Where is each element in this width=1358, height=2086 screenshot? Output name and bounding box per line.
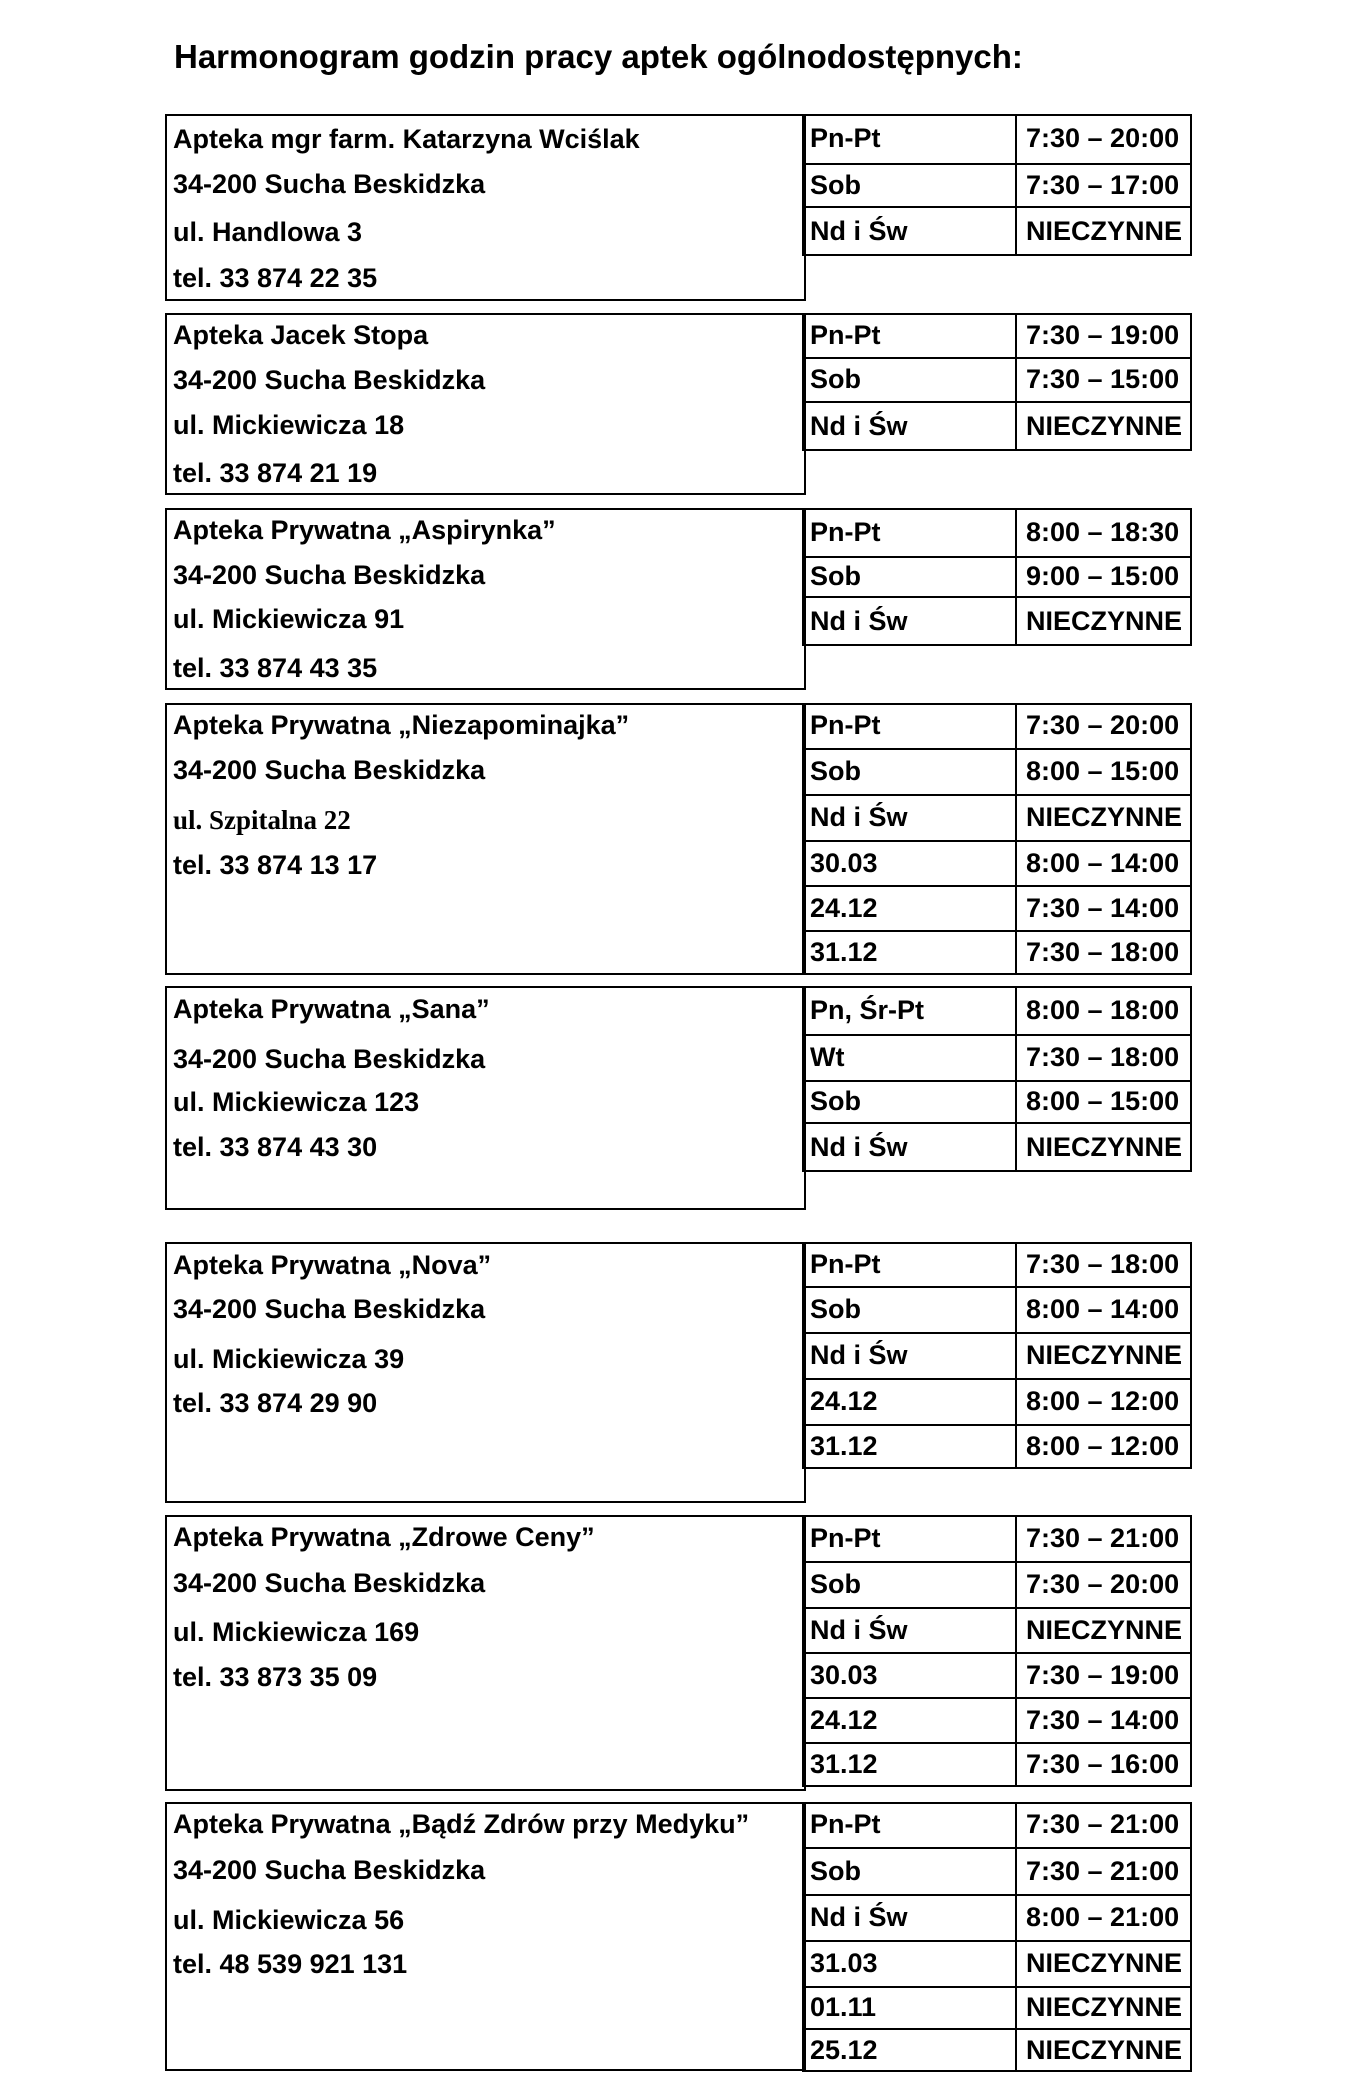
hours-column-divider (1015, 1802, 1017, 2072)
pharmacy-phone: tel. 33 874 43 35 (173, 653, 378, 683)
hours-day: 24.12 (810, 1704, 878, 1735)
hours-row-divider (802, 1080, 1192, 1082)
hours-day: Nd i Św (810, 410, 908, 441)
pharmacy-name: Apteka Prywatna „Nova” (173, 1250, 492, 1280)
hours-day: 01.11 (810, 1992, 877, 2022)
hours-row-divider (802, 206, 1192, 208)
hours-time: NIECZYNNE (1026, 215, 1183, 246)
hours-time: 8:00 – 15:00 (1026, 1086, 1180, 1116)
pharmacy-street: ul. Szpitalna 22 (173, 805, 351, 835)
hours-time: 8:00 – 14:00 (1026, 1294, 1180, 1324)
hours-time: NIECZYNNE (1026, 1131, 1183, 1162)
hours-time: 7:30 – 19:00 (1026, 1659, 1180, 1690)
pharmacy-address-box (165, 1802, 806, 2071)
hours-row-divider (802, 794, 1192, 796)
hours-row-divider (802, 1847, 1192, 1849)
hours-time: 8:00 – 18:30 (1026, 516, 1180, 547)
hours-time: 7:30 – 21:00 (1026, 1522, 1180, 1553)
hours-column-divider (1015, 508, 1017, 646)
hours-day: Nd i Św (810, 802, 908, 832)
hours-column-divider (1015, 1242, 1017, 1469)
hours-day: Nd i Św (810, 1614, 908, 1645)
hours-day: Pn-Pt (810, 319, 881, 350)
hours-row-divider (802, 596, 1192, 598)
hours-column-divider (1015, 114, 1017, 256)
hours-column-divider (1015, 703, 1017, 975)
hours-row-divider (802, 1122, 1192, 1124)
hours-time: NIECZYNNE (1026, 1992, 1183, 2022)
hours-row-divider (802, 163, 1192, 165)
hours-time: 7:30 – 21:00 (1026, 1855, 1180, 1886)
pharmacy-name: Apteka Prywatna „Zdrowe Ceny” (173, 1522, 595, 1552)
hours-row-divider (802, 1986, 1192, 1988)
pharmacy-phone: tel. 33 874 29 90 (173, 1388, 378, 1418)
hours-row-divider (802, 930, 1192, 932)
hours-row-divider (802, 840, 1192, 842)
hours-time: NIECZYNNE (1026, 1614, 1183, 1645)
hours-time: NIECZYNNE (1026, 410, 1183, 441)
hours-row-divider (802, 1742, 1192, 1744)
hours-row-divider (802, 1332, 1192, 1334)
pharmacy-street: ul. Mickiewicza 91 (173, 604, 405, 634)
pharmacy-city: 34-200 Sucha Beskidzka (173, 1044, 486, 1074)
hours-table (802, 703, 1192, 975)
hours-day: Wt (810, 1042, 845, 1072)
hours-day: Pn-Pt (810, 1809, 881, 1839)
hours-time: NIECZYNNE (1026, 1948, 1183, 1978)
hours-day: Nd i Św (810, 605, 908, 636)
hours-day: Pn-Pt (810, 710, 881, 740)
pharmacy-city: 34-200 Sucha Beskidzka (173, 560, 486, 590)
hours-day: 24.12 (810, 892, 878, 923)
pharmacy-name: Apteka Prywatna „Aspirynka” (173, 515, 556, 545)
hours-day: Sob (810, 1086, 861, 1116)
hours-day: Nd i Św (810, 215, 908, 246)
hours-time: 7:30 – 18:00 (1026, 1248, 1180, 1279)
hours-day: Sob (810, 561, 861, 591)
pharmacy-city: 34-200 Sucha Beskidzka (173, 1855, 486, 1885)
hours-row-divider (802, 1940, 1192, 1942)
hours-time: 7:30 – 15:00 (1026, 364, 1180, 394)
hours-time: 7:30 – 21:00 (1026, 1809, 1180, 1839)
hours-day: 31.03 (810, 1948, 878, 1978)
hours-time: 9:00 – 15:00 (1026, 561, 1180, 591)
hours-time: 7:30 – 16:00 (1026, 1749, 1180, 1779)
pharmacy-phone: tel. 33 873 35 09 (173, 1662, 378, 1692)
pharmacy-street: ul. Mickiewicza 169 (173, 1617, 420, 1647)
pharmacy-name: Apteka mgr farm. Katarzyna Wciślak (173, 124, 640, 154)
hours-time: NIECZYNNE (1026, 2034, 1183, 2065)
hours-day: Sob (810, 1855, 861, 1886)
hours-day: Pn, Śr-Pt (810, 994, 925, 1025)
pharmacy-name: Apteka Jacek Stopa (173, 320, 429, 350)
hours-table (802, 1802, 1192, 2072)
hours-row-divider (802, 1894, 1192, 1896)
pharmacy-address-box (165, 703, 806, 975)
hours-day: Pn-Pt (810, 1522, 881, 1553)
hours-row-divider (802, 885, 1192, 887)
pharmacy-street: ul. Mickiewicza 123 (173, 1087, 420, 1117)
page-title: Harmonogram godzin pracy aptek ogólnodostępnych: (174, 38, 1023, 75)
hours-day: Nd i Św (810, 1340, 908, 1370)
hours-row-divider (802, 556, 1192, 558)
hours-time: NIECZYNNE (1026, 802, 1183, 832)
hours-row-divider (802, 1378, 1192, 1380)
hours-time: 8:00 – 12:00 (1026, 1386, 1180, 1416)
hours-time: 7:30 – 20:00 (1026, 710, 1180, 740)
hours-time: 7:30 – 18:00 (1026, 1042, 1180, 1072)
hours-column-divider (1015, 313, 1017, 451)
pharmacy-city: 34-200 Sucha Beskidzka (173, 1294, 486, 1324)
pharmacy-phone: tel. 33 874 43 30 (173, 1132, 378, 1162)
hours-row-divider (802, 748, 1192, 750)
hours-time: NIECZYNNE (1026, 1340, 1183, 1370)
hours-day: 31.12 (810, 1431, 878, 1461)
pharmacy-city: 34-200 Sucha Beskidzka (173, 365, 486, 395)
pharmacy-phone: tel. 33 874 22 35 (173, 263, 378, 293)
pharmacy-name: Apteka Prywatna „Bądź Zdrów przy Medyku” (173, 1809, 750, 1839)
pharmacy-name: Apteka Prywatna „Niezapominajka” (173, 710, 630, 740)
hours-time: 7:30 – 19:00 (1026, 319, 1180, 350)
hours-day: Pn-Pt (810, 516, 881, 547)
hours-row-divider (802, 357, 1192, 359)
hours-time: 8:00 – 18:00 (1026, 994, 1180, 1025)
hours-row-divider (802, 1652, 1192, 1654)
hours-row-divider (802, 1034, 1192, 1036)
pharmacy-name: Apteka Prywatna „Sana” (173, 994, 490, 1024)
hours-day: Pn-Pt (810, 1248, 881, 1279)
hours-day: Sob (810, 756, 861, 786)
hours-time: NIECZYNNE (1026, 605, 1183, 636)
hours-time: 7:30 – 20:00 (1026, 1569, 1180, 1599)
hours-column-divider (1015, 986, 1017, 1172)
hours-day: Sob (810, 1569, 861, 1599)
hours-day: 31.12 (810, 937, 878, 967)
hours-time: 7:30 – 18:00 (1026, 937, 1180, 967)
hours-row-divider (802, 1561, 1192, 1563)
hours-time: 7:30 – 14:00 (1026, 1704, 1180, 1735)
hours-day: Pn-Pt (810, 123, 881, 153)
pharmacy-street: ul. Mickiewicza 18 (173, 410, 405, 440)
hours-time: 7:30 – 14:00 (1026, 892, 1180, 923)
pharmacy-street: ul. Mickiewicza 39 (173, 1344, 405, 1374)
pharmacy-phone: tel. 33 874 21 19 (173, 458, 378, 488)
hours-time: 7:30 – 20:00 (1026, 123, 1180, 153)
hours-time: 8:00 – 15:00 (1026, 756, 1180, 786)
hours-row-divider (802, 1607, 1192, 1609)
hours-day: 31.12 (810, 1749, 878, 1779)
hours-day: Sob (810, 364, 861, 394)
hours-day: Nd i Św (810, 1131, 908, 1162)
hours-row-divider (802, 1424, 1192, 1426)
hours-day: Sob (810, 1294, 861, 1324)
pharmacy-phone: tel. 48 539 921 131 (173, 1949, 408, 1979)
hours-day: Nd i Św (810, 1902, 908, 1932)
pharmacy-city: 34-200 Sucha Beskidzka (173, 169, 486, 199)
pharmacy-city: 34-200 Sucha Beskidzka (173, 755, 486, 785)
hours-day: 30.03 (810, 1659, 878, 1690)
hours-time: 7:30 – 17:00 (1026, 169, 1180, 200)
pharmacy-address-box (165, 1515, 806, 1791)
hours-row-divider (802, 1697, 1192, 1699)
hours-day: 25.12 (810, 2034, 878, 2065)
pharmacy-city: 34-200 Sucha Beskidzka (173, 1568, 486, 1598)
hours-row-divider (802, 2028, 1192, 2030)
hours-day: 30.03 (810, 847, 878, 878)
hours-row-divider (802, 401, 1192, 403)
hours-time: 8:00 – 21:00 (1026, 1902, 1180, 1932)
hours-column-divider (1015, 1515, 1017, 1787)
pharmacy-street: ul. Handlowa 3 (173, 217, 363, 247)
pharmacy-phone: tel. 33 874 13 17 (173, 850, 378, 880)
hours-day: Sob (810, 169, 861, 200)
hours-time: 8:00 – 12:00 (1026, 1431, 1180, 1461)
hours-time: 8:00 – 14:00 (1026, 847, 1180, 878)
hours-table (802, 1515, 1192, 1787)
hours-day: 24.12 (810, 1386, 878, 1416)
hours-row-divider (802, 1286, 1192, 1288)
pharmacy-street: ul. Mickiewicza 56 (173, 1905, 405, 1935)
